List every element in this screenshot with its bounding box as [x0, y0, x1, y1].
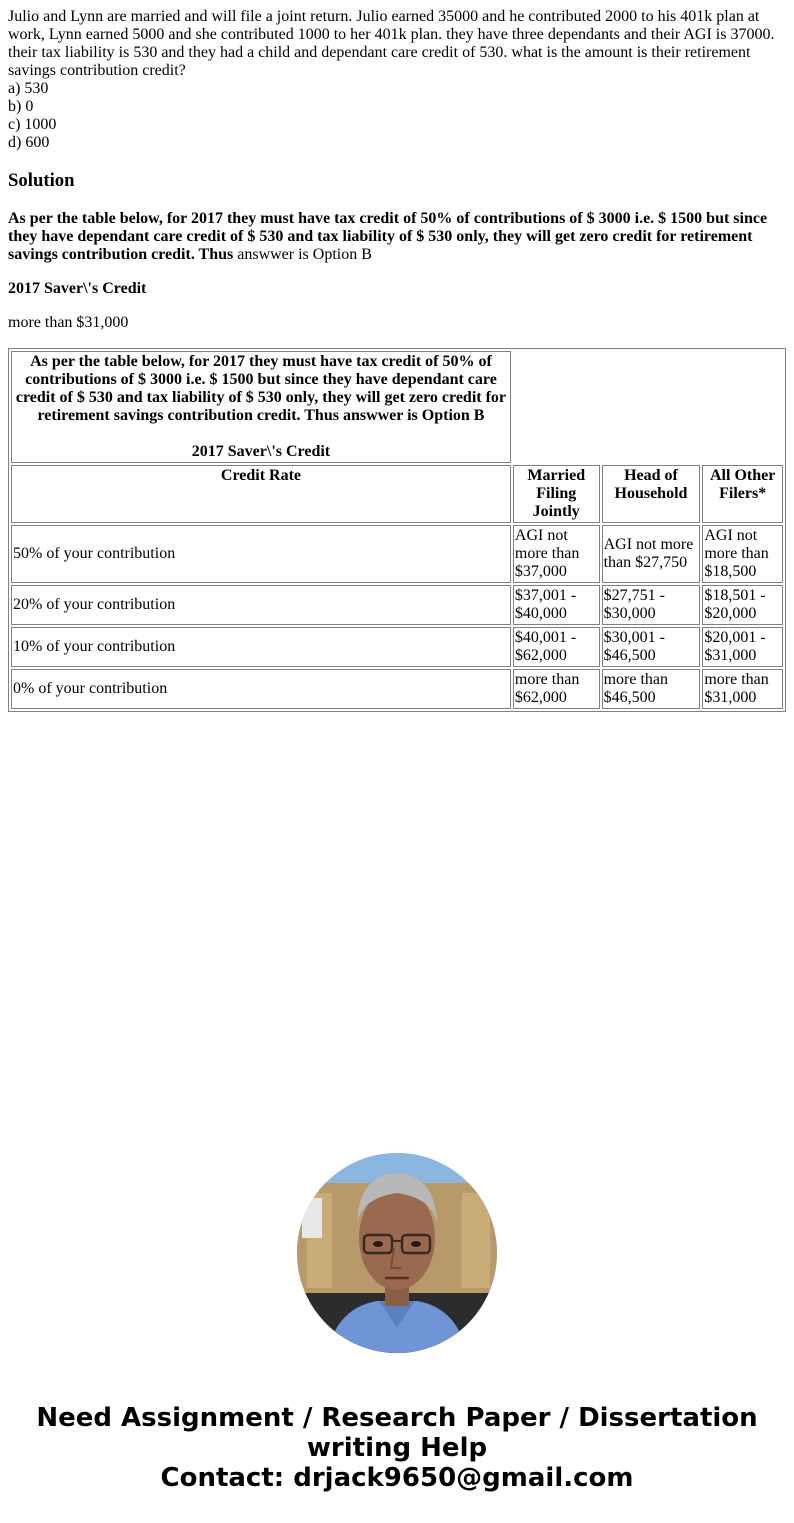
page-content — [8, 8, 786, 712]
hoh-cell: $27,751 - $30,000 — [602, 585, 701, 625]
solution-heading: Solution — [8, 170, 75, 191]
savers-credit-title: 2017 Saver\'s Credit — [8, 280, 147, 297]
hoh-cell: $30,001 - $46,500 — [602, 627, 701, 667]
mfj-cell: more than $62,000 — [513, 669, 600, 709]
table-caption-title: 2017 Saver\'s Credit — [191, 443, 331, 460]
other-cell: $18,501 - $20,000 — [702, 585, 783, 625]
question-text: Julio and Lynn are married and will file a joint return. Julio earned 35000 and he contributed 2000 to his 401k plan at work, Lynn earned 5000 and she contributed 1000 to her 401k plan. they have three dependants and their AGI is 37000. their tax liability is 530 and they had a child and dependant care credit of 530. what is the amount is their retirement savings contribution credit? — [8, 8, 775, 79]
hoh-cell: more than $46,500 — [602, 669, 701, 709]
solution-bold-text: As per the table below, for 2017 they must have tax credit of 50% of contributions of $ 3000 i.e. $ 1500 but since they have dependant care credit of $ 530 and tax liability of $ 530 only, they will get zero credit for retirement savings contribution credit. Thus — [8, 210, 768, 263]
hoh-cell: AGI not more than $27,750 — [602, 525, 701, 583]
mfj-cell: AGI not more than $37,000 — [513, 525, 600, 583]
other-cell: AGI not more than $18,500 — [702, 525, 783, 583]
solution-answer-text: answwer is Option B — [233, 246, 372, 263]
table-row — [11, 669, 783, 709]
mfj-cell: $40,001 - $62,000 — [513, 627, 600, 667]
credit-rate-cell: 20% of your contribution — [11, 585, 511, 625]
table-header-row — [11, 465, 783, 523]
option-b: b) 0 — [8, 98, 34, 115]
mfj-cell: $37,001 - $40,000 — [513, 585, 600, 625]
credit-rate-cell: 50% of your contribution — [11, 525, 511, 583]
option-d: d) 600 — [8, 134, 50, 151]
promo-line-1: Need Assignment / Research Paper / Dissertation — [36, 1403, 758, 1433]
table-row — [11, 627, 783, 667]
portrait-photo-icon — [297, 1153, 497, 1353]
credit-rate-cell: 0% of your contribution — [11, 669, 511, 709]
header-credit-rate: Credit Rate — [11, 465, 511, 523]
credit-rate-cell: 10% of your contribution — [11, 627, 511, 667]
answer-options — [8, 80, 786, 152]
promo-line-2: writing Help — [306, 1433, 488, 1463]
table-row — [11, 525, 783, 583]
table-caption-row — [11, 351, 783, 463]
other-cell: $20,001 - $31,000 — [702, 627, 783, 667]
solution-explanation — [8, 210, 786, 264]
promo-banner — [0, 1403, 794, 1493]
savers-credit-table — [8, 348, 786, 712]
other-cell: more than $31,000 — [702, 669, 783, 709]
header-married-filing-jointly: Married Filing Jointly — [513, 465, 600, 523]
header-all-other-filers: All Other Filers* — [702, 465, 783, 523]
empty-cell — [513, 351, 783, 463]
question-block — [8, 8, 786, 152]
option-a: a) 530 — [8, 80, 49, 97]
stray-text: more than $31,000 — [8, 314, 129, 331]
author-avatar — [297, 1153, 497, 1353]
table-caption-text: As per the table below, for 2017 they must have tax credit of 50% of contributions of $ 3000 i.e. $ 1500 but since they have dependant care credit of $ 530 and tax liability of $ 530 only, they will get zero credit for retirement savings contribution credit. Thus answwer is Option B — [15, 353, 507, 424]
header-head-of-household: Head of Household — [602, 465, 701, 523]
option-c: c) 1000 — [8, 116, 57, 133]
table-row — [11, 585, 783, 625]
promo-contact: Contact: drjack9650@gmail.com — [160, 1463, 634, 1493]
table-caption-cell — [11, 351, 511, 463]
